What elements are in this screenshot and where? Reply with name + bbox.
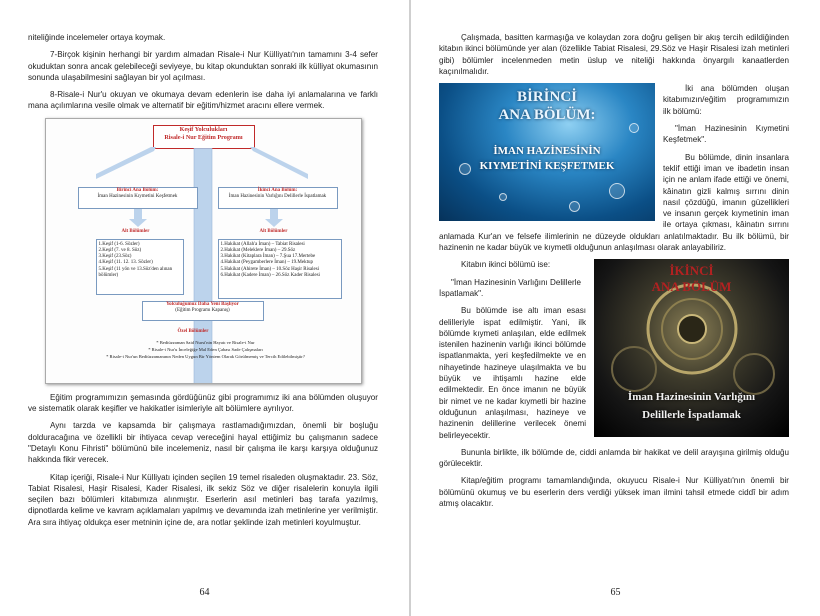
truth-item: 3.Hakikat (Kitaplara İman) – 7.Şua 17.Mertebe [220, 254, 316, 260]
special-sections-head: Özel Bölümler [177, 328, 209, 334]
bubble-shape [569, 201, 580, 212]
image-subtitle: KIYMETİNİ KEŞFETMEK [479, 160, 615, 173]
paragraph: Bununla birlikte, ilk bölümde de, ciddi anlamda bir hakikat ve delil arayışına girilmiş olduğu görülecektir. [439, 447, 789, 469]
paragraph: İki ana bölümden oluşan kitabımızın/eğitim programımızın ilk bölümü: [663, 84, 789, 116]
truth-item: 6.Hakikat (Kadere İman) – 26.Söz Kader Risalesi [220, 272, 320, 278]
closing-head: Yolculuğumuz Daha Yeni Başlıyor [166, 301, 239, 307]
discovery-item: 5.Keşif (11 yön ve 13.Söz'den alınan bölümler) [98, 266, 173, 278]
left-page [0, 0, 409, 616]
education-program-diagram [45, 118, 362, 384]
right-down-arrow [265, 209, 283, 227]
right-subsection-label: Alt Bölümler [259, 228, 288, 234]
discovery-item: 1.Keşif (1-6. Sözler) [98, 241, 140, 247]
truth-item: 1.Hakikat (Allah'a İman) – Tabiat Risalesi [220, 241, 305, 247]
diagram-title-line: Keşif Yolculukları [179, 125, 228, 133]
left-branch-arrow [96, 147, 156, 179]
closing-sub: (Eğitim Programı Kapanış) [175, 307, 230, 313]
first-section-head: Birinci Ana Bölüm: [116, 187, 159, 193]
discovery-item: 3.Keşif (23.Söz) [98, 254, 132, 260]
image-title: BİRİNCİ [516, 89, 577, 106]
page-number: 64 [199, 587, 210, 598]
left-subsection-label: Alt Bölümler [121, 228, 150, 234]
second-section-sub: İman Hazinesinin Varlığını Delillerle İspatlamak [228, 193, 327, 199]
first-section-image [439, 83, 655, 221]
first-section-box [78, 187, 198, 209]
paragraph: 7-Birçok kişinin herhangi bir yardım almadan Risale-i Nur Külliyatı'nın tamamını 3-4 sefer okuduktan sonra ancak gelebileceği seviyeye, bu kitap okunduktan sonraki ilk külliyat okumasının sonunda ulaşabilmesini sağlayan bir yol açılması. [28, 50, 378, 82]
paragraph: Bu bölümde ise altı iman esası delilleriyle ispat edilmiştir. Yani, ilk bölümde kıymeti anlaşılan, elde edilmek istenilen hazinenin varlığı ikinci bölümde ispatlanmakta, yeri keşfedilmekte ve en nihayetinde hazineye ulaşılmakta ve bu büyük ve ihtişamlı hazine elde edilmektedir. En önce imanın ne büyük bir nimet ve ne kadar kıymetli bir hazine olduğunun anlaşılması, hazineye ve hazinenin delillerine verilecek önemi belirleyecektir. [439, 306, 586, 440]
image-title: İKİNCİ [669, 263, 714, 279]
truth-item: 2.Hakikat (Meleklere İman) – 29.Söz [220, 247, 296, 253]
paragraph: Kitap içeriği, Risale-i Nur Külliyatı içinden seçilen 19 temel risaleden oluşmaktadır. 23. Söz, Tabiat Risalesi, Haşir Risalesi, Kader Risalesi, ilk sekiz Söz ve diğer risalelerin konuyla ilgili seçilen bazı bölümleri kitabımıza alınmıştır. Eserlerin asıl metinleri baş tarafa yazılmış, dipnotlarda kelime ve kavram açıklamaları yapılmış ve devamında izah metinlerine yer verilmiştir. Ara sıra ihtiyaç oldukça eser metninin içine de, ara notlar şeklinde izah metinleri koyulmuştur. [28, 472, 378, 527]
image-subtitle: Delillerle İspatlamak [642, 409, 741, 422]
quote: "İman Hazinesinin Kıymetini Keşfetmek". [663, 124, 789, 145]
image-title: ANA BÖLÜM: [498, 107, 596, 124]
special-section-item: * Bediüzzaman Said Nursi'nin Hayatı ve Risale-i Nur [156, 339, 255, 345]
image-title: ANA BÖLÜM [651, 279, 732, 295]
special-section-item: * Risale-i Nur'u İnceleğiğe Mal Eden Çabası Sade Çalışmaları [148, 346, 263, 352]
paragraph: Eğitim programımızın şemasında gördüğünüz gibi programımız iki ana bölümden oluşuyor ve sistematik olarak keşifler ve hakikatler isimleriyle alt bölümlere ayrılıyor. [28, 392, 378, 414]
paragraph: niteliğinde incelemeler ortaya koymak. [28, 33, 166, 42]
paragraph: Bu bölümde, dinin insanlara teklif ettiği iman ve ibadetin insan için ne anlam ifade ettiği ve önemi, kâinatın gizli kalmış sırrını dinin nasıl çözdüğü, imanın güzellikleri ve insanın gerçek kıymetinin iman ile ortaya çıkması, kâinatın sırrını anlamada Kur'an ve felsefe ilimlerinin ne düzeyde oldukları anlatılmaktadır. Bu ilk bölümü, bir hazinenin ne kadar büyük ve kıymetli olduğunun anlaşılması olarak anlayabiliriz. [439, 152, 789, 253]
paragraph: Aynı tarzda ve kapsamda bir çalışmaya rastlamadığımızdan, önemli bir boşluğu dolduracağına ve özellikli bir ihtiyaca cevap vereceğini hayal ettiğimiz bu çalışmanın sadece "Detaylı Konu Fihristi" bölümünü bile incelemeniz, nasıl bir çalışma ile karşı karşıya olduğunuz hakkında fikir verecek. [28, 421, 378, 465]
special-sections-list [106, 339, 306, 360]
quote: "İman Hazinesinin Varlığını Delillerle İspatlamak". [439, 277, 582, 298]
special-section-item: * Risale-i Nur'un Bediüzzamanının Neden Uygun Bir Yöntem Olarak Görülmemiş ve Tercih Edilebilmiştir? [106, 353, 305, 359]
left-down-arrow [129, 209, 147, 227]
second-section-image [594, 259, 789, 437]
paragraph: Kitap/eğitim programı tamamlandığında, okuyucu Risale-i Nur Külliyatı'nın önemli bir bölümünü okumuş ve bu eserlerin ders verdiği yüksek iman ilmini tahsil etmede ciddî bir adım atmış olacaktır. [439, 476, 789, 508]
second-section-head: İkinci Ana Bölüm: [257, 187, 298, 193]
truths-list [218, 239, 342, 299]
image-subtitle: İman Hazinesinin Varlığını [627, 391, 756, 404]
page-number: 65 [610, 587, 621, 598]
paragraph: Çalışmada, basitten karmaşığa ve kolaydan zora doğru gelişen bir akış tercih edildiğinden kitabın ikinci bölümünde yer alan (özellikle Tabiat Risalesi, 29.Söz ve Haşir Risalesi izah metinleri gibi) bölümler incelenmeden metin üslup ve niteliği hakkında önyargılı kanaatlerden kaçınılmalıdır. [439, 33, 789, 76]
right-branch-arrow [250, 147, 308, 179]
bubble-shape [499, 193, 507, 201]
truth-item: 4.Hakikat (Peygamberlere İman) – 19.Mektup [220, 260, 313, 266]
bubble-shape [609, 183, 625, 199]
right-page [411, 0, 820, 616]
first-section-sub: İman Hazinesinin Kıymetini Keşfetmek [97, 193, 178, 199]
paragraph: 8-Risale-i Nur'u okuyan ve okumaya devam edenlerin ise daha iyi anlamalarına ve farklı mana açılımlarına vesile olmak ve alternatif bir eğitim/hizmet aracını ellere vermek. [28, 90, 378, 111]
diagram-title-line: Risale-i Nur Eğitim Programı [164, 133, 243, 141]
second-section-box [218, 187, 338, 209]
bubble-shape [629, 123, 639, 133]
image-subtitle: İMAN HAZİNESİNİN [493, 145, 601, 158]
discovery-item: 4.Keşif (11. 12. 13. Sözler) [98, 260, 153, 266]
discoveries-list [96, 239, 184, 295]
discovery-item: 2.Keşif (7. ve 8. Söz) [98, 247, 142, 253]
truth-item: 5.Hakikat (Ahirete İman) – 10.Söz Haşir Risalesi [220, 266, 320, 272]
paragraph: Kitabın ikinci bölümü ise: [461, 260, 551, 270]
closing-box [142, 301, 264, 321]
